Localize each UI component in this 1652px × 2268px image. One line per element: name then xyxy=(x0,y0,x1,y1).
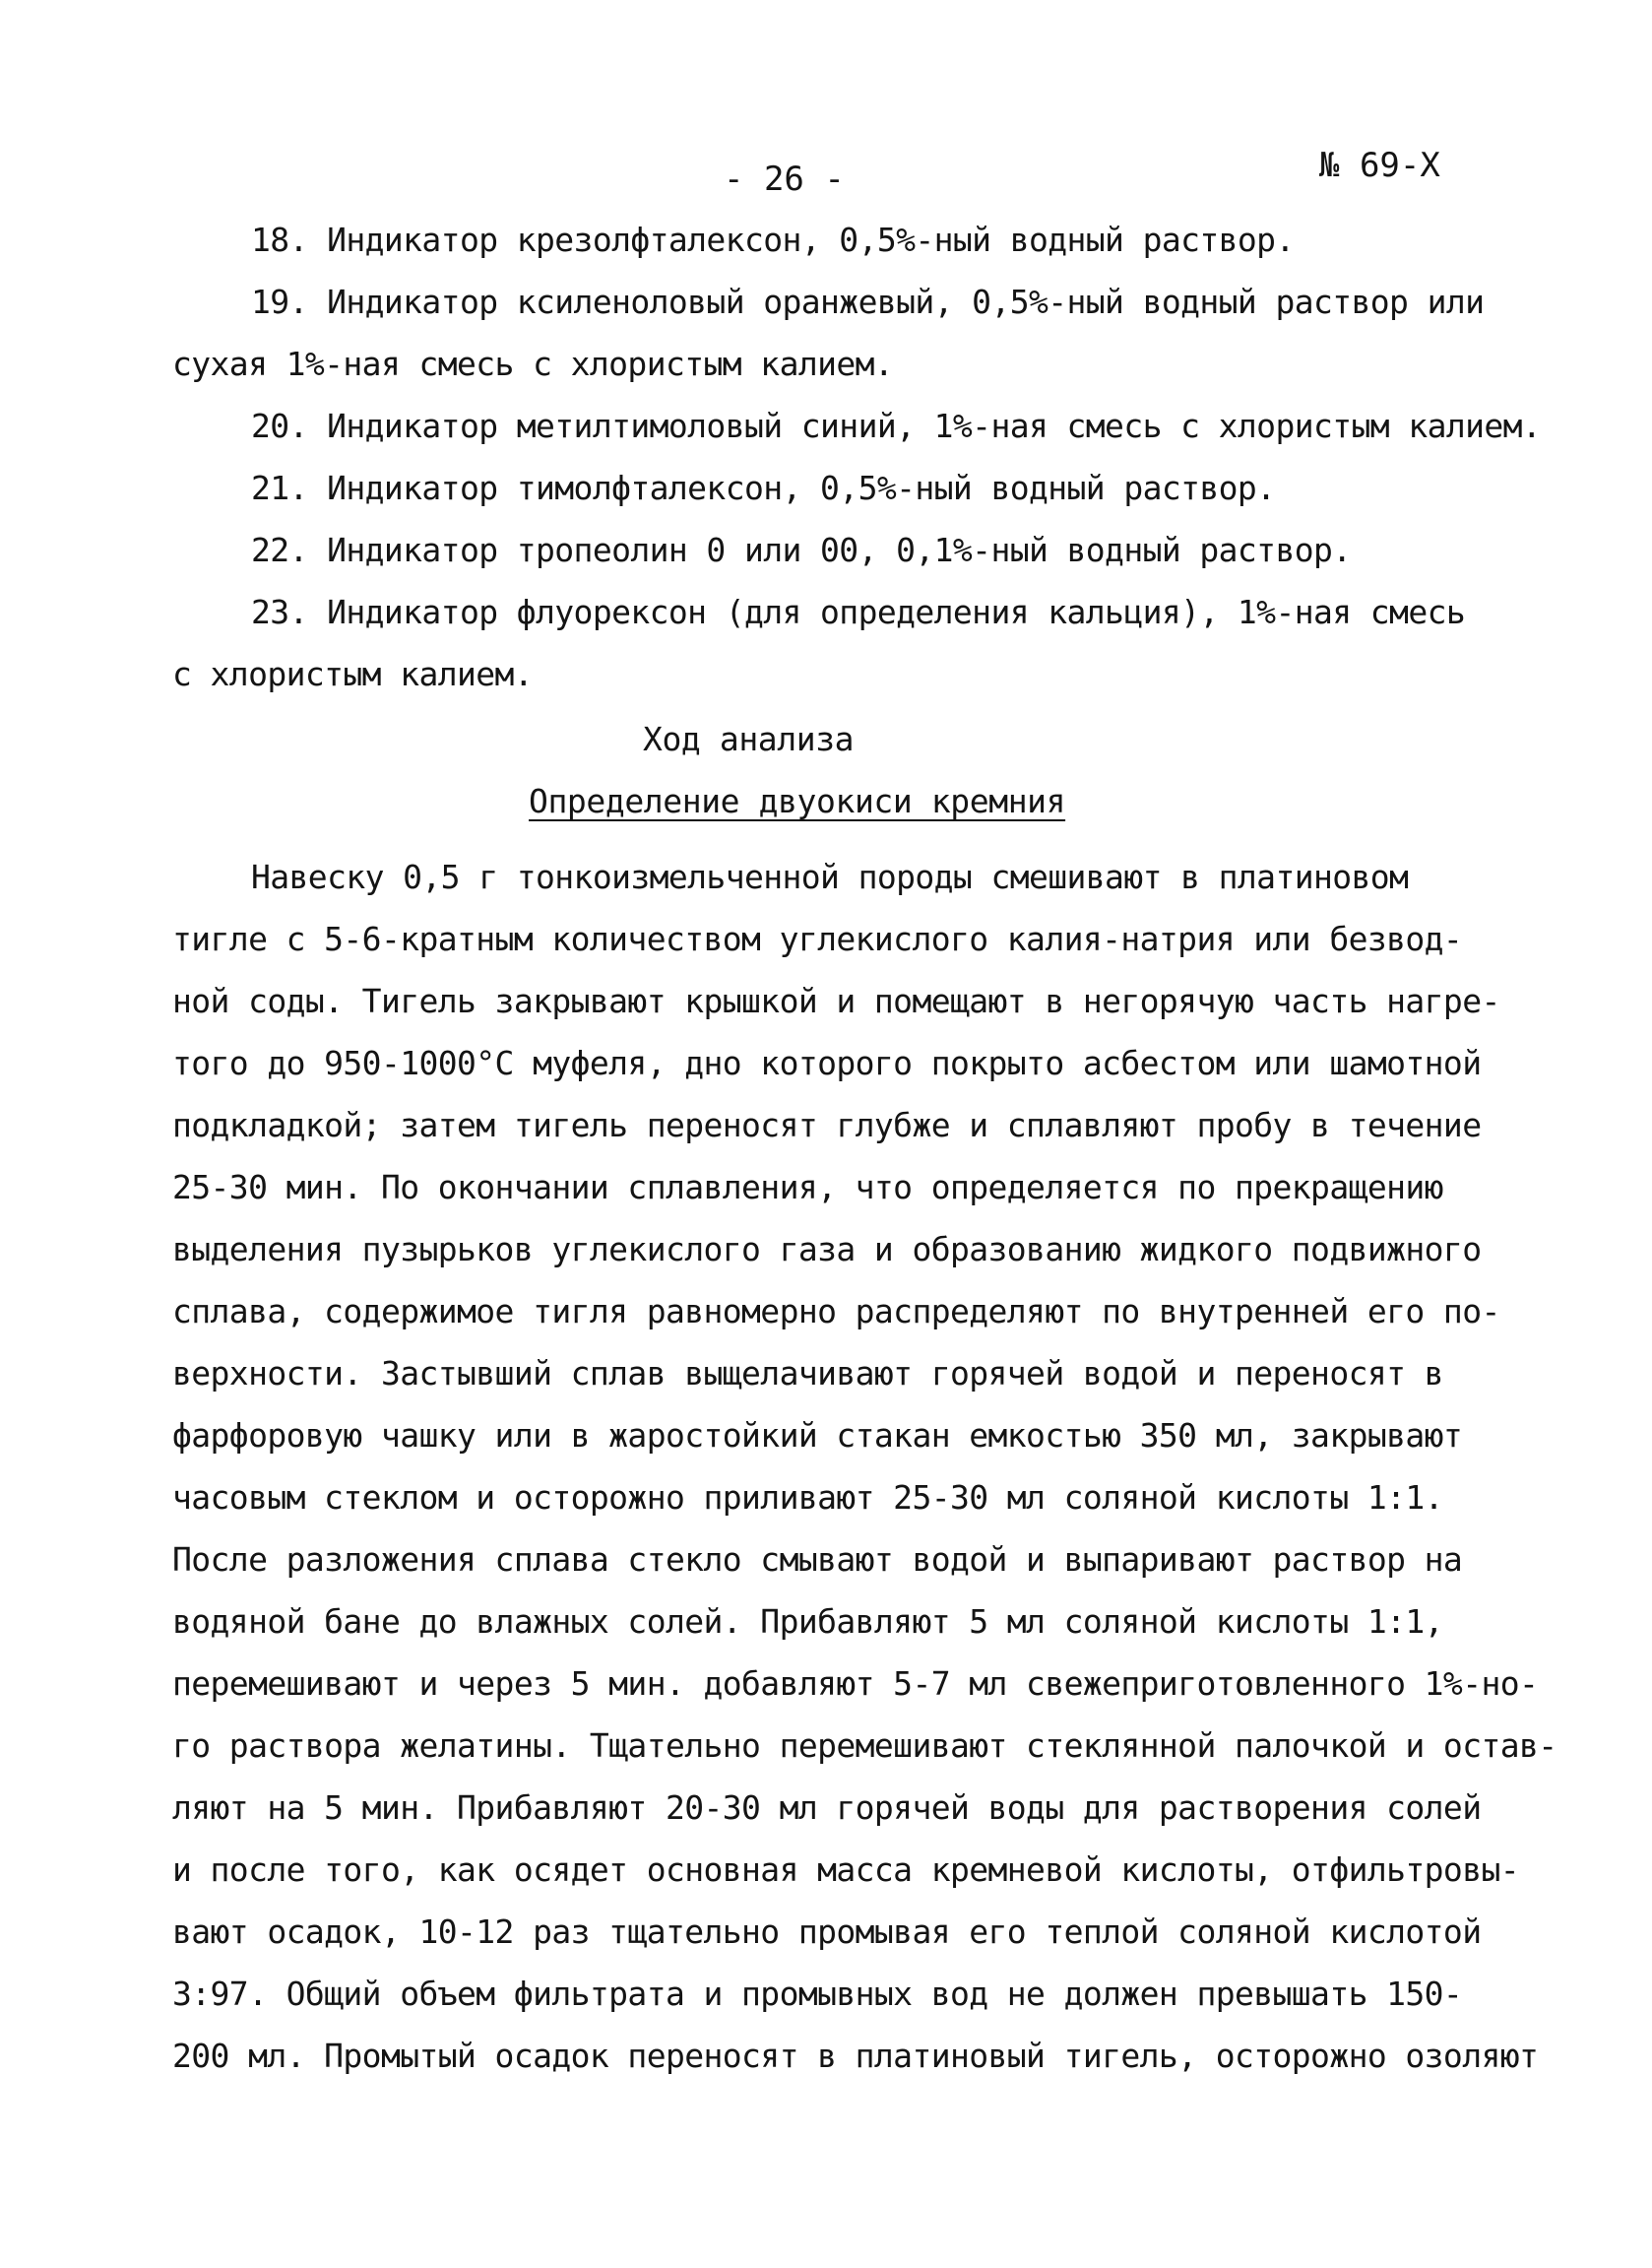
body-line: сплава, содержимое тигля равномерно распределяют по внутренней его по- xyxy=(172,1292,1500,1330)
reagent-item-19-cont: сухая 1%-ная смесь с хлористым калием. xyxy=(172,345,894,383)
reagent-item-23-cont: с хлористым калием. xyxy=(172,655,534,693)
reagent-item-18: 18. Индикатор крезолфталексон, 0,5%-ный водный раствор. xyxy=(251,221,1295,259)
body-line: вают осадок, 10-12 раз тщательно промывая его теплой соляной кислотой xyxy=(172,1912,1482,1951)
body-line: часовым стеклом и осторожно приливают 25-30 мл соляной кислоты 1:1. xyxy=(172,1478,1443,1517)
body-line: водяной бане до влажных солей. Прибавляют 5 мл соляной кислоты 1:1, xyxy=(172,1602,1443,1641)
body-line: и после того, как осядет основная масса кремневой кислоты, отфильтровы- xyxy=(172,1850,1520,1889)
body-line: того до 950-1000°С муфеля, дно которого покрыто асбестом или шамотной xyxy=(172,1044,1482,1082)
body-line: После разложения сплава стекло смывают водой и выпаривают раствор на xyxy=(172,1540,1463,1579)
body-line: перемешивают и через 5 мин. добавляют 5-7 мл свежеприготовленного 1%-но- xyxy=(172,1664,1539,1703)
body-line: подкладкой; затем тигель переносят глубже и сплавляют пробу в течение xyxy=(172,1106,1482,1144)
subsection-title: Определение двуокиси кремния xyxy=(529,782,1066,820)
reagent-item-19: 19. Индикатор ксиленоловый оранжевый, 0,5%-ный водный раствор или xyxy=(251,283,1485,321)
body-line: го раствора желатины. Тщательно перемешивают стеклянной палочкой и остав- xyxy=(172,1726,1557,1765)
body-line: ной соды. Тигель закрывают крышкой и помещают в негорячую часть нагре- xyxy=(172,982,1500,1020)
body-line: 3:97. Общий объем фильтрата и промывных вод не должен превышать 150- xyxy=(172,1975,1463,2013)
page-number: - 26 - xyxy=(724,160,845,199)
body-line: фарфоровую чашку или в жаростойкий стакан емкостью 350 мл, закрывают xyxy=(172,1416,1463,1455)
body-line: верхности. Застывший сплав выщелачивают горячей водой и переносят в xyxy=(172,1354,1443,1393)
document-number: № 69-Х xyxy=(1319,146,1440,185)
reagent-item-21: 21. Индикатор тимолфталексон, 0,5%-ный водный раствор. xyxy=(251,469,1276,507)
body-line: ляют на 5 мин. Прибавляют 20-30 мл горячей воды для растворения солей xyxy=(172,1788,1482,1827)
reagent-item-20: 20. Индикатор метилтимоловый синий, 1%-ная смесь с хлористым калием. xyxy=(251,407,1542,445)
body-line: выделения пузырьков углекислого газа и образованию жидкого подвижного xyxy=(172,1230,1482,1268)
body-line: Навеску 0,5 г тонкоизмельченной породы смешивают в платиновом xyxy=(251,858,1409,896)
section-title: Ход анализа xyxy=(643,720,855,758)
reagent-item-23: 23. Индикатор флуорексон (для определения кальция), 1%-ная смесь xyxy=(251,593,1466,631)
body-line: тигле с 5-6-кратным количеством углекислого калия-натрия или безвод- xyxy=(172,920,1463,958)
reagent-item-22: 22. Индикатор тропеолин 0 или 00, 0,1%-ный водный раствор. xyxy=(251,531,1352,569)
body-line: 25-30 мин. По окончании сплавления, что определяется по прекращению xyxy=(172,1168,1443,1206)
body-line: 200 мл. Промытый осадок переносят в платиновый тигель, осторожно озоляют xyxy=(172,2037,1539,2075)
